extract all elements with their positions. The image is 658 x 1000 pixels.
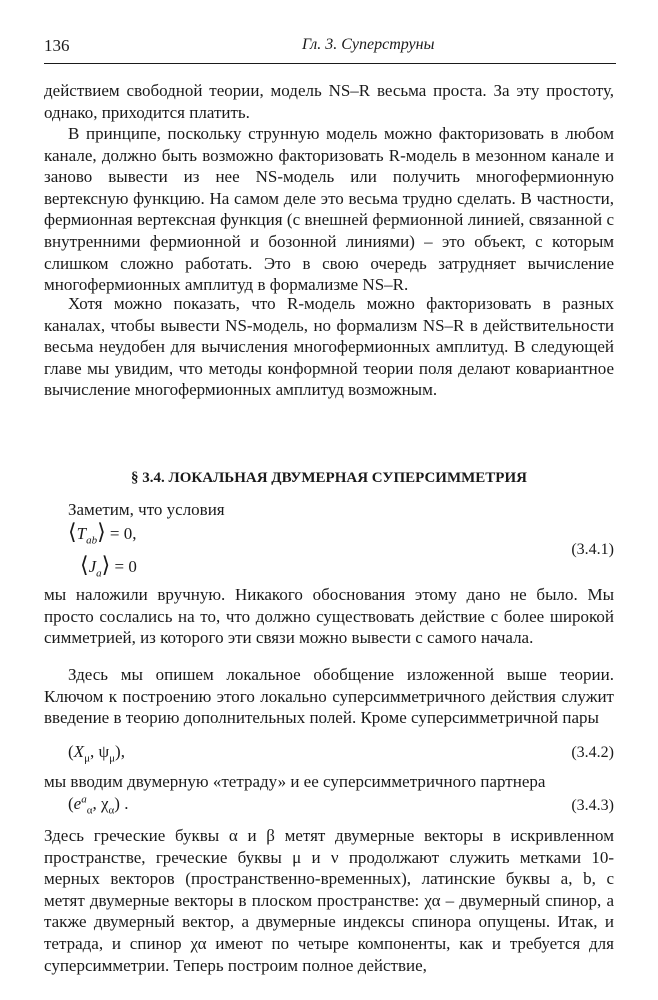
running-title: Гл. 3. Суперструны [302,36,435,53]
paragraph-conditions-intro: Заметим, что условия [68,500,225,519]
eq1-j-symbol: J [88,557,97,576]
eq3-e-symbol: e [73,794,82,813]
eq2-x-subscript: μ [84,752,90,765]
equation-3-4-1-line1: $⟨T_{ab}⟩ = 0$, [68,519,137,547]
section-title: § 3.4. ЛОКАЛЬНАЯ ДВУМЕРНАЯ СУПЕРСИММЕТРИЯ [131,470,527,486]
page-number: 136 [44,36,70,55]
paragraph-local-generalization: Здесь мы опишем локальное обобщение изложенной выше теории. Ключом к построению этого локально суперсимметричного действия служит введение в теорию дополнительных полей. Кроме суперсимметричной пары [44,665,614,728]
eq1-j-subscript: a [96,567,102,580]
equation-3-4-2: ($X_\mu$, $\psi_\mu$), [68,742,125,765]
eq2-psi-symbol: ψ [98,742,110,761]
eq1-t-symbol: T [76,524,87,543]
page-header [44,36,616,60]
eq1-line2-rhs: = 0 [110,557,137,576]
paragraph-no-justification: мы наложили вручную. Никакого обоснования этому дано не было. Мы просто сослались на то, что должно существовать действие с более широкой симметрией, из которого эти связи можно вывести с самого начала. [44,585,614,648]
equation-number-3-4-3: (3.4.3) [571,797,614,814]
paragraph-ns-r-formalism: Хотя можно показать, что R-модель можно факторизовать в разных каналах, чтобы вывести NS-модель, но формализм NS–R в действительности весьма неудобен для вычисления многофермионных амплитуд. В следующей главе мы увидим, что методы конформной теории поля делают ковариантное вычисление многофермионных амплитуд возможным. [44,294,614,400]
eq1-t-subscript: ab [86,534,98,547]
paragraph-factorization: В принципе, поскольку струнную модель можно факторизовать в любом канале, должно быть возможно факторизовать R-модель в мезонном канале и заново вывести из нее NS-модель или получить многофермионную вертексную функцию. На самом деле это весьма трудно сделать. В частности, фермионная вертексная функция (с внешней фермионной линией, связанной с внутренними фермионной и бозонной линиями) – это объект, с которым слишком сложно работать. Это в свою очередь затрудняет вычисление многофермионных амплитуд в формализме NS–R. [44,124,614,295]
eq2-x-symbol: X [73,742,85,761]
paragraph-tetrad: мы вводим двумерную «тетраду» и ее суперсимметричного партнера [44,772,546,791]
eq1-line1-rhs: = 0, [105,524,137,543]
eq3-chi-subscript: α [108,804,115,817]
equation-3-4-1-line2: $⟨J_a⟩ = 0$ [80,552,137,580]
paragraph-index-conventions: Здесь греческие буквы α и β метят двумерные векторы в искривленном пространстве, греческие буквы μ и ν продолжают служить метками 10-мерных векторов (пространственно-временных), латинские буквы a, b, c метят двумерные векторы в плоском пространстве: χα – двумерный спинор, а также двумерный вектор, а двумерные индексы спинора опущены. Итак, и тетрада, и спинор χα имеют по четыре компоненты, как и требуется для суперсимметрии. Теперь построим полное действие, [44,826,614,975]
eq3-e-superscript: a [81,793,87,806]
header-rule [44,63,616,64]
equation-3-4-3: ($e^a_\alpha$, $\chi_\alpha$) . [68,793,129,817]
equation-number-3-4-2: (3.4.2) [571,744,614,761]
eq3-e-subscript: α [86,804,93,817]
eq3-chi-symbol: χ [100,794,109,813]
eq2-psi-subscript: μ [109,752,116,765]
equation-number-3-4-1: (3.4.1) [571,541,614,558]
paragraph-continuation: действием свободной теории, модель NS–R весьма проста. За эту простоту, однако, приходится платить. [44,81,614,122]
